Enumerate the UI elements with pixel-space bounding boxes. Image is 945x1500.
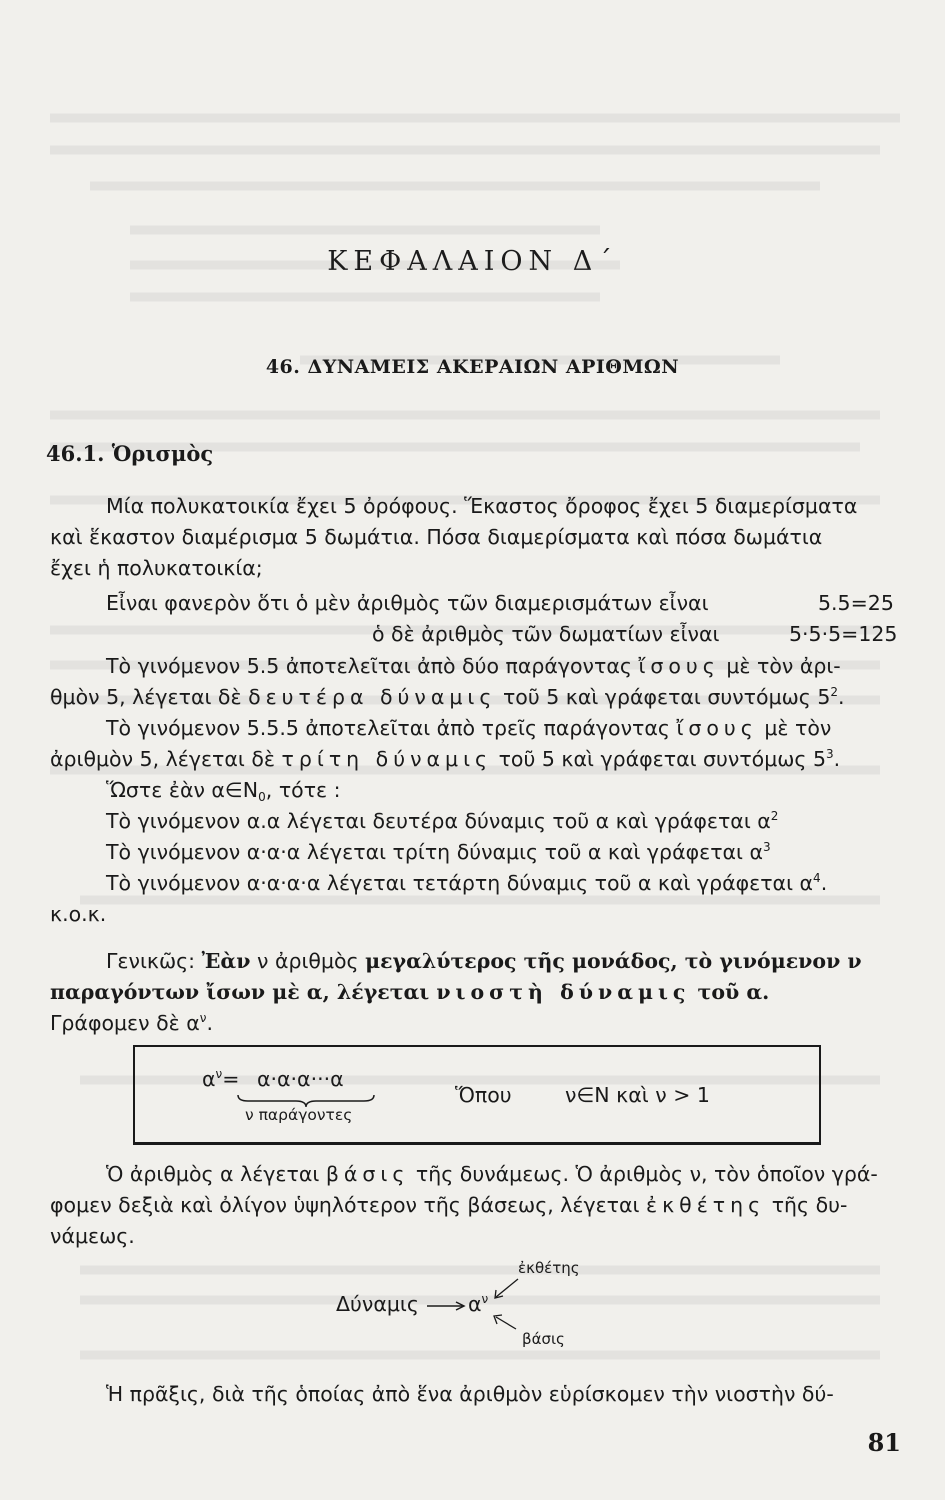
third-power-line-2 (50, 744, 840, 775)
third-power-l2a: ἀριθμὸν 5, λέγεται δὲ (50, 747, 275, 771)
second-power-line-1 (106, 651, 841, 682)
diagram-base-symbol: α (468, 1292, 482, 1316)
general-nth-power-term: νιοστὴ δύναμις (436, 980, 691, 1004)
section-title: 46. ΔΥΝΑΜΕΙΣ ΑΚΕΡΑΙΩΝ ΑΡΙΘΜΩΝ (265, 356, 680, 378)
product-fourth-end: . (820, 871, 828, 895)
formula-rhs: α·α·α···α (257, 1067, 344, 1091)
general-l2c: τοῦ α. (697, 980, 770, 1004)
third-power-l1c: μὲ τὸν (764, 716, 832, 740)
general-line-1 (106, 946, 862, 977)
third-power-line-1 (106, 713, 831, 744)
second-power-l1a: Τὸ γινόμενον 5.5 ἀποτελεῖται ἀπὸ δύο παράγοντας (106, 654, 632, 678)
formula-exponent: ν (215, 1067, 223, 1081)
general-exponent: ν (199, 1011, 207, 1025)
general-l3-end: . (206, 1011, 213, 1035)
so-if-then: , τότε : (265, 778, 341, 802)
diagram-base-label: βάσις (522, 1330, 565, 1348)
intro-line-2: καὶ ἕκαστον διαμέρισμα 5 δωμάτια. Πόσα διαμερίσματα καὶ πόσα δωμάτια (50, 525, 823, 549)
formula-base: α (202, 1067, 216, 1091)
diagram-power-symbol (468, 1289, 488, 1320)
so-if-subscript: 0 (258, 790, 266, 804)
third-power-exponent: 3 (826, 747, 834, 761)
product-fourth-text: Τὸ γινόμενον α·α·α·α λέγεται τετάρτη δύναμις τοῦ α καὶ γράφεται α (106, 871, 814, 895)
general-number-word: ἀριθμὸς (274, 949, 359, 973)
exponent-term: ἐκθέτης (646, 1193, 766, 1217)
general-prefix: Γενικῶς: (106, 949, 196, 973)
general-line-2 (50, 977, 769, 1008)
product-square-exponent: 2 (770, 809, 779, 823)
second-power-line-2 (50, 682, 845, 713)
product-cube-line (106, 837, 771, 868)
intro-line-3: ἔχει ἡ πολυκατοικία; (50, 556, 263, 580)
general-l2a: παραγόντων ἴσων μὲ α, λέγεται (50, 980, 430, 1004)
third-power-l2c: τοῦ 5 καὶ γράφεται συντόμως 5 (498, 747, 827, 771)
base-def-l1c: τῆς δυνάμεως. Ὁ ἀριθμὸς ν, τὸν ὁποῖον γρά- (415, 1162, 878, 1186)
etc-text: κ.ο.κ. (50, 902, 107, 926)
diagram-exponent-symbol: ν (481, 1292, 489, 1306)
diagram-power-label: Δύναμις (336, 1292, 419, 1316)
product-square-text: Τὸ γινόμενον α.α λέγεται δευτέρα δύναμις τοῦ α καὶ γράφεται α (106, 809, 771, 833)
product-cube-exponent: 3 (763, 840, 771, 854)
product-fourth-exponent: 4 (813, 871, 821, 885)
rooms-value: 5·5·5=125 (789, 622, 898, 646)
so-if-text: Ὥστε ἐὰν α∈N (106, 778, 259, 802)
base-term: βάσις (325, 1162, 410, 1186)
formula-brace-label: ν παράγοντες (245, 1106, 353, 1124)
base-def-l1a: Ὁ ἀριθμὸς α λέγεται (106, 1162, 320, 1186)
product-cube-text: Τὸ γινόμενον α·α·α λέγεται τρίτη δύναμις τοῦ α καὶ γράφεται α (106, 840, 764, 864)
product-square-line (106, 806, 778, 837)
formula-lhs (202, 1064, 239, 1095)
formula-equals: = (222, 1067, 240, 1091)
product-fourth-line (106, 868, 827, 899)
general-l3a: Γράφομεν δὲ α (50, 1011, 200, 1035)
intro-line-1: Μία πολυκατοικία ἔχει 5 ὀρόφους. Ἕκαστος ὄροφος ἔχει 5 διαμερίσματα (106, 494, 858, 518)
general-n: ν (256, 949, 269, 973)
general-line-3 (50, 1008, 213, 1039)
apartments-text: Εἶναι φανερὸν ὅτι ὁ μὲν ἀριθμὸς τῶν διαμερισμάτων εἶναι (106, 591, 709, 615)
second-power-l2a: θμὸν 5, λέγεται δὲ (50, 685, 242, 709)
third-power-end: . (833, 747, 841, 771)
second-power-equal: ἴσους (638, 654, 720, 678)
so-if-line (106, 775, 341, 806)
second-power-l1c: μὲ τὸν ἀρι- (726, 654, 841, 678)
subsection-title: 46.1. Ὁρισμὸς (46, 441, 214, 466)
third-power-term: τρίτη δύναμις (281, 747, 493, 771)
base-def-l2a: φομεν δεξιὰ καὶ ὀλίγον ὑψηλότερον τῆς βάσεως, λέγεται (50, 1193, 640, 1217)
second-power-exponent: 2 (830, 685, 839, 699)
diagram-exponent-label: ἐκθέτης (518, 1259, 580, 1277)
base-def-l2c: τῆς δυ- (771, 1193, 848, 1217)
formula-where: Ὅπου (455, 1083, 512, 1107)
formula-condition-inequality: ν > 1 (655, 1083, 710, 1107)
apartments-value: 5.5=25 (818, 591, 894, 615)
chapter-title: ΚΕΦΑΛΑΙΟΝ Δ΄ (327, 246, 618, 277)
pointer-arrows-icon (488, 1275, 524, 1335)
second-power-term: δευτέρα δύναμις (248, 685, 497, 709)
arrow-right-icon (425, 1300, 467, 1312)
formula-condition (565, 1080, 710, 1111)
second-power-l2c: τοῦ 5 καὶ γράφεται συντόμως 5 (502, 685, 831, 709)
page-number: 81 (867, 1428, 901, 1457)
general-greater-than-unity: μεγαλύτερος τῆς μονάδος, τὸ γινόμενον ν (365, 949, 862, 973)
third-power-l1a: Τὸ γινόμενον 5.5.5 ἀποτελεῖται ἀπὸ τρεῖς παράγοντας (106, 716, 670, 740)
final-line: Ἡ πρᾶξις, διὰ τῆς ὁποίας ἀπὸ ἕνα ἀριθμὸν εὑρίσκομεν τὴν νιοστὴν δύ- (106, 1382, 834, 1406)
rooms-text: ὁ δὲ ἀριθμὸς τῶν δωματίων εἶναι (372, 622, 720, 646)
formula-condition-membership: ν∈N καὶ (565, 1083, 649, 1107)
base-definition-line-3: νάμεως. (50, 1224, 135, 1248)
base-definition-line-2 (50, 1190, 847, 1221)
base-definition-line-1 (106, 1159, 878, 1190)
general-if: Ἐὰν (201, 949, 251, 973)
third-power-equal: ἴσους (676, 716, 758, 740)
second-power-end: . (838, 685, 845, 709)
